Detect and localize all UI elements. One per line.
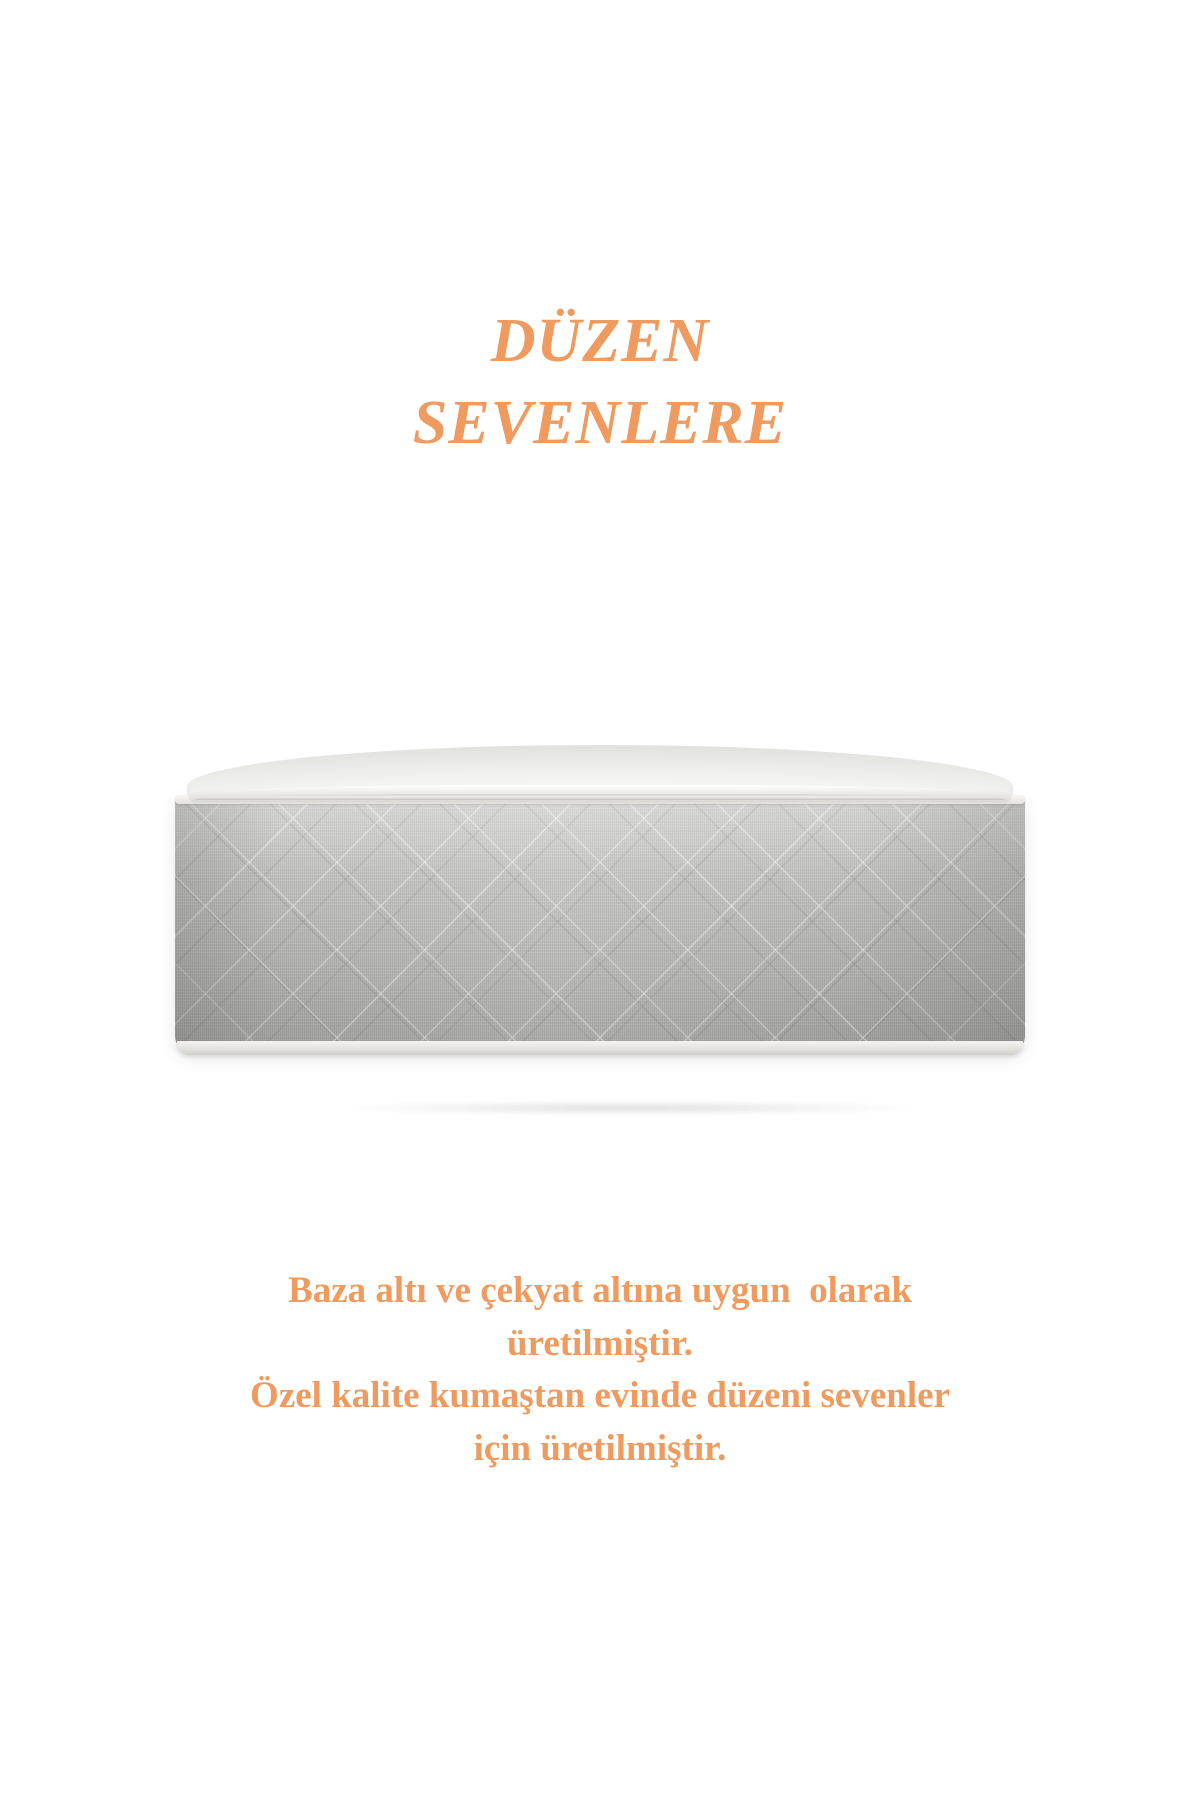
caption: [100, 1265, 1100, 1475]
storage-box: [175, 745, 1025, 1065]
headline-line-1: DÜZEN: [490, 307, 710, 375]
headline-line-2: SEVENLERE: [412, 389, 788, 458]
caption-line-4: için üretilmiştir.: [473, 1427, 727, 1469]
box-shading: [175, 797, 1025, 1052]
headline: [0, 300, 1200, 465]
caption-line-2: üretilmiştir.: [506, 1322, 693, 1364]
product-photo: [150, 700, 1050, 1120]
box-body: [175, 797, 1025, 1052]
zipper-icon: [195, 794, 1005, 800]
bottom-piping: [177, 1041, 1023, 1055]
caption-line-1: Baza altı ve çekyat altına uygun olarak: [288, 1270, 912, 1311]
drop-shadow: [235, 1100, 1025, 1116]
caption-line-3: Özel kalite kumaştan evinde düzeni sevenler: [250, 1375, 950, 1417]
